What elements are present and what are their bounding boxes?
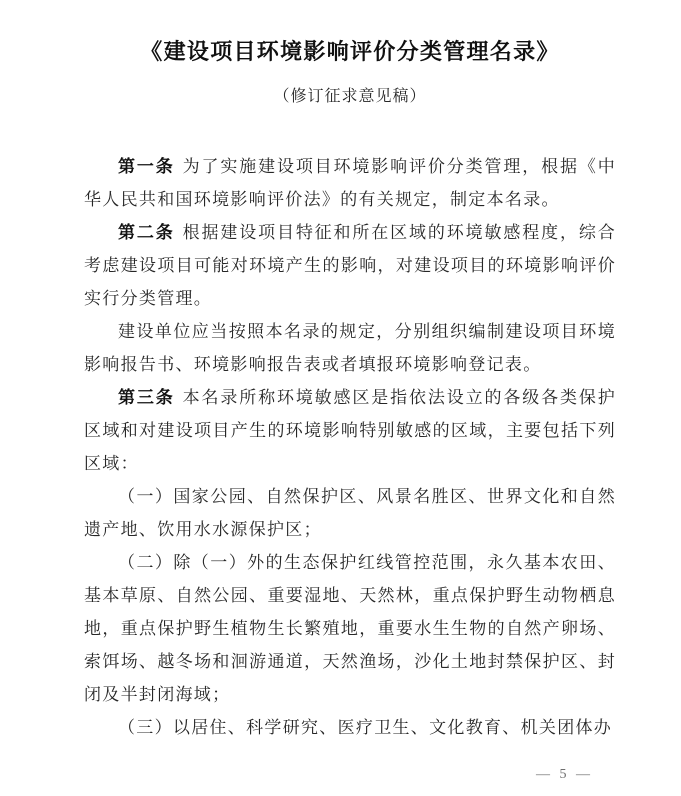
- paragraph: [84, 381, 616, 480]
- document-subtitle: （修订征求意见稿）: [273, 88, 427, 105]
- paragraph-text: （三）以居住、科学研究、医疗卫生、文化教育、机关团体办: [118, 718, 613, 737]
- article-label: 第二条: [118, 223, 175, 242]
- paragraph-text: 为了实施建设项目环境影响评价分类管理，根据《中华人民共和国环境影响评价法》的有关规定，制定本名录。: [84, 157, 616, 209]
- paragraph-text: 根据建设项目特征和所在区域的环境敏感程度，综合考虑建设项目可能对环境产生的影响，对建设项目的环境影响评价实行分类管理。: [84, 223, 616, 308]
- article-label: 第三条: [118, 388, 175, 407]
- paragraph: [84, 711, 616, 744]
- page-number: — 5 —: [536, 767, 593, 782]
- paragraph-text: （二）除（一）外的生态保护红线管控范围，永久基本农田、基本草原、自然公园、重要湿地、天然林，重点保护野生动物栖息地，重点保护野生植物生长繁殖地，重要水生生物的自然产卵场、索饵场、越冬场和洄游通道，天然渔场，沙化土地封禁保护区、封闭及半封闭海域；: [84, 553, 616, 704]
- article-label: 第一条: [118, 157, 175, 176]
- paragraph: [84, 216, 616, 315]
- paragraph-text: （一）国家公园、自然保护区、风景名胜区、世界文化和自然遗产地、饮用水水源保护区；: [84, 487, 616, 539]
- paragraphs: [84, 150, 616, 744]
- paragraph-text: 建设单位应当按照本名录的规定，分别组织编制建设项目环境影响报告书、环境影响报告表或者填报环境影响登记表。: [84, 322, 616, 374]
- paragraph: [84, 546, 616, 711]
- paragraph: [84, 150, 616, 216]
- document-title: 《建设项目环境影响评价分类管理名录》: [140, 39, 560, 64]
- paragraph: [84, 480, 616, 546]
- paragraph: [84, 315, 616, 381]
- paragraph-text: 本名录所称环境敏感区是指依法设立的各级各类保护区域和对建设项目产生的环境影响特别敏感的区域，主要包括下列区域：: [84, 388, 616, 473]
